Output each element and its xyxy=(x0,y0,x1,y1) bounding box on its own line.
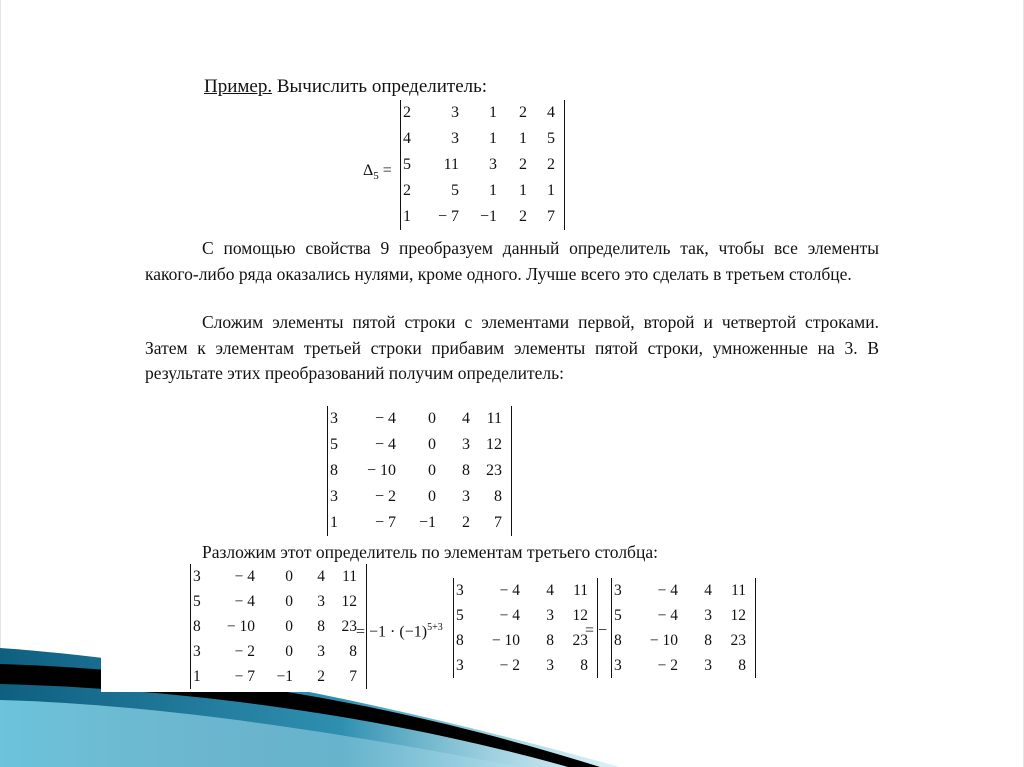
cell: 5 xyxy=(193,592,201,610)
cell: 5 xyxy=(547,130,555,147)
cell: 8 xyxy=(494,488,502,505)
paragraph-2: Сложим элементы пятой строки с элементами первой, второй и четвертой строками. Затем к элементам третьей строки прибавим элементы пятой строки, умноженные на 3. В результате этих преобразований получим определитель: xyxy=(145,312,879,383)
cell: 0 xyxy=(285,592,293,610)
cell: − 10 xyxy=(226,617,255,635)
cell: − 10 xyxy=(491,631,520,649)
cell: − 10 xyxy=(366,462,396,479)
determinant-c-repeat xyxy=(611,578,756,678)
cell: 2 xyxy=(547,156,555,173)
cell: − 10 xyxy=(649,631,678,649)
cell: − 7 xyxy=(374,514,396,531)
cell: 1 xyxy=(489,182,497,199)
cell: 3 xyxy=(330,488,338,505)
cell: 11 xyxy=(486,410,502,427)
cell: 11 xyxy=(731,581,746,599)
cell: 0 xyxy=(428,462,436,479)
expansion-coefficient xyxy=(356,622,443,641)
cell: 2 xyxy=(519,156,527,173)
cell: 8 xyxy=(193,617,201,635)
matrix-c xyxy=(456,578,594,678)
cell: 23 xyxy=(341,617,357,635)
cell: 8 xyxy=(580,656,588,674)
cell: 3 xyxy=(546,606,554,624)
paragraph-1: С помощью свойства 9 преобразуем данный определитель так, чтобы все элементы какого-либо ряда оказались нулями, кроме одного. Лучше всего это сделать в третьем столбце. xyxy=(145,238,879,284)
cell: 4 xyxy=(704,581,712,599)
cell: 3 xyxy=(317,642,325,660)
cell: − 2 xyxy=(374,488,396,505)
coefficient-text: = −1 · (−1) xyxy=(356,623,428,641)
cell: −1 xyxy=(479,208,497,225)
cell: 7 xyxy=(494,514,502,531)
cell: 3 xyxy=(704,656,712,674)
matrix-b-repeat xyxy=(193,564,363,689)
example-title-text: Вычислить определитель: xyxy=(272,76,488,97)
cell: 7 xyxy=(349,667,357,685)
cell: 11 xyxy=(443,156,459,173)
cell: − 2 xyxy=(499,656,520,674)
cell: 8 xyxy=(456,631,464,649)
cell: 5 xyxy=(456,606,464,624)
cell: 23 xyxy=(486,462,502,479)
cell: 3 xyxy=(451,130,459,147)
cell: 3 xyxy=(317,592,325,610)
cell: 8 xyxy=(614,631,622,649)
example-label: Пример. xyxy=(204,76,273,97)
cell: 3 xyxy=(462,436,470,453)
cell: 11 xyxy=(573,581,588,599)
cell: − 4 xyxy=(374,436,396,453)
cell: 1 xyxy=(489,130,497,147)
determinant-a xyxy=(400,100,565,230)
cell: − 4 xyxy=(374,410,396,427)
cell: 2 xyxy=(403,104,411,121)
cell: 3 xyxy=(546,656,554,674)
cell: 8 xyxy=(330,462,338,479)
cell: 1 xyxy=(330,514,338,531)
cell: 3 xyxy=(704,606,712,624)
cell: 0 xyxy=(285,617,293,635)
cell: 0 xyxy=(428,436,436,453)
cell: 2 xyxy=(403,182,411,199)
cell: − 7 xyxy=(234,667,255,685)
determinant-b xyxy=(327,406,512,536)
cell: 5 xyxy=(330,436,338,453)
cell: − 4 xyxy=(657,581,678,599)
paragraph-3: Разложим этот определитель по элементам третьего столбца: xyxy=(202,542,658,562)
cell: 1 xyxy=(403,208,411,225)
cell: 8 xyxy=(738,656,746,674)
cell: 3 xyxy=(456,656,464,674)
cell: 4 xyxy=(403,130,411,147)
matrix-a xyxy=(403,100,561,230)
matrix-b xyxy=(330,406,508,536)
cell: 3 xyxy=(193,642,201,660)
cell: 8 xyxy=(349,642,357,660)
cell: − 2 xyxy=(657,656,678,674)
delta-equals: = xyxy=(382,162,392,179)
cell: 2 xyxy=(462,514,470,531)
cell: −1 xyxy=(418,514,436,531)
cell: 3 xyxy=(330,410,338,427)
cell: 5 xyxy=(614,606,622,624)
cell: 1 xyxy=(193,667,201,685)
cell: 1 xyxy=(519,182,527,199)
cell: − 7 xyxy=(437,208,459,225)
cell: 3 xyxy=(451,104,459,121)
cell: 2 xyxy=(519,208,527,225)
cell: − 4 xyxy=(657,606,678,624)
cell: 3 xyxy=(193,567,201,585)
cell: − 4 xyxy=(499,581,520,599)
cell: 0 xyxy=(428,410,436,427)
cell: 0 xyxy=(285,642,293,660)
coefficient-exponent: 5+3 xyxy=(427,622,443,633)
cell: 8 xyxy=(546,631,554,649)
cell: 4 xyxy=(462,410,470,427)
cell: 3 xyxy=(456,581,464,599)
cell: 2 xyxy=(519,104,527,121)
cell: 0 xyxy=(428,488,436,505)
delta-label xyxy=(363,162,392,182)
cell: −1 xyxy=(276,667,293,685)
cell: 23 xyxy=(730,631,746,649)
cell: 8 xyxy=(317,617,325,635)
determinant-b-repeat xyxy=(190,564,367,689)
cell: 12 xyxy=(486,436,502,453)
matrix-c-repeat xyxy=(614,578,752,678)
cell: 1 xyxy=(519,130,527,147)
cell: 12 xyxy=(572,606,588,624)
expansion-equals-minus: = − xyxy=(585,622,608,639)
cell: 3 xyxy=(614,656,622,674)
cell: 3 xyxy=(489,156,497,173)
cell: 3 xyxy=(614,581,622,599)
cell: 2 xyxy=(317,667,325,685)
cell: − 4 xyxy=(234,567,255,585)
determinant-c xyxy=(453,578,598,678)
cell: 3 xyxy=(462,488,470,505)
document-page xyxy=(101,72,907,692)
cell: 0 xyxy=(285,567,293,585)
cell: 1 xyxy=(489,104,497,121)
cell: 11 xyxy=(342,567,357,585)
cell: 5 xyxy=(451,182,459,199)
cell: 12 xyxy=(730,606,746,624)
cell: 23 xyxy=(572,631,588,649)
cell: 8 xyxy=(462,462,470,479)
cell: 4 xyxy=(546,581,554,599)
delta-symbol: Δ xyxy=(363,162,374,179)
cell: − 4 xyxy=(499,606,520,624)
cell: 12 xyxy=(341,592,357,610)
cell: − 4 xyxy=(234,592,255,610)
cell: 4 xyxy=(317,567,325,585)
cell: 5 xyxy=(403,156,411,173)
cell: 7 xyxy=(547,208,555,225)
cell: 8 xyxy=(704,631,712,649)
example-title xyxy=(204,76,487,98)
delta-index: 5 xyxy=(373,170,379,183)
cell: − 2 xyxy=(234,642,255,660)
cell: 1 xyxy=(547,182,555,199)
cell: 4 xyxy=(547,104,555,121)
